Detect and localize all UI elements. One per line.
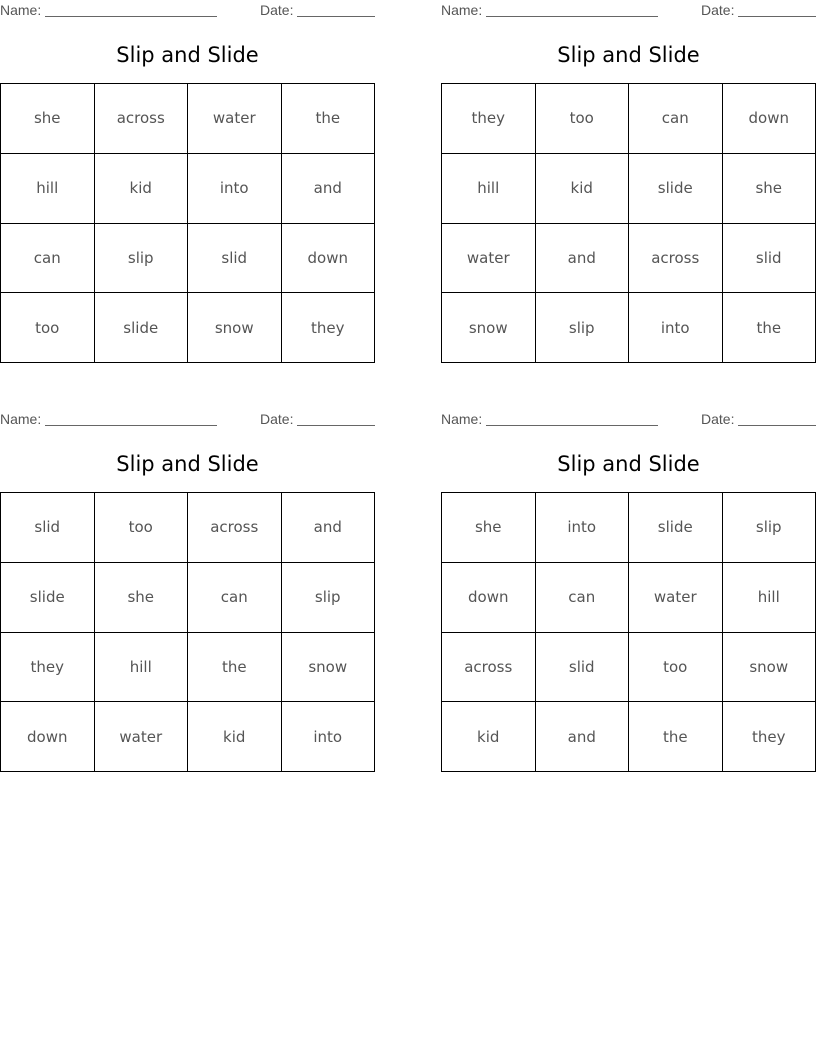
grid-cell: across [188,493,282,563]
card-header [441,409,816,429]
grid-cell: and [282,493,376,563]
name-label: Name: [441,411,483,427]
bingo-card-2 [441,0,816,374]
grid-cell: into [282,702,376,772]
grid-cell: hill [95,633,189,703]
grid-cell: snow [282,633,376,703]
grid-cell: slip [95,224,189,294]
date-line [297,16,375,17]
grid-cell: down [442,563,536,633]
date-line [738,425,816,426]
grid-cell: they [442,84,536,154]
date-label: Date: [701,411,735,427]
grid-cell: snow [442,293,536,363]
date-label: Date: [260,411,294,427]
grid-cell: can [1,224,95,294]
date-label: Date: [260,2,294,18]
grid-cell: into [188,154,282,224]
grid-cell: across [95,84,189,154]
grid-cell: hill [723,563,816,633]
card-header [0,409,375,429]
grid-cell: slip [536,293,630,363]
bingo-card-1 [0,0,375,374]
name-line [486,16,658,17]
grid-cell: can [188,563,282,633]
card-title: Slip and Slide [116,452,259,476]
grid-cell: water [629,563,723,633]
grid-cell: the [629,702,723,772]
grid-cell: across [629,224,723,294]
card-title: Slip and Slide [557,43,700,67]
card-header [441,0,816,20]
card-title: Slip and Slide [557,452,700,476]
grid-cell: and [536,702,630,772]
grid-cell: the [188,633,282,703]
grid-cell: slid [1,493,95,563]
grid-cell: water [188,84,282,154]
grid-cell: the [723,293,816,363]
grid-cell: they [723,702,816,772]
grid-cell: hill [442,154,536,224]
grid-cell: across [442,633,536,703]
grid-cell: into [629,293,723,363]
grid-cell: down [723,84,816,154]
grid-cell: water [95,702,189,772]
grid-cell: kid [95,154,189,224]
name-line [45,425,217,426]
grid-cell: can [536,563,630,633]
date-line [738,16,816,17]
grid-cell: can [629,84,723,154]
grid-cell: kid [442,702,536,772]
name-label: Name: [441,2,483,18]
grid-cell: they [282,293,376,363]
bingo-grid [441,492,816,772]
bingo-grid [441,83,816,363]
bingo-grid [0,492,375,772]
grid-cell: slid [536,633,630,703]
grid-cell: too [629,633,723,703]
card-header [0,0,375,20]
name-label: Name: [0,2,42,18]
grid-cell: water [442,224,536,294]
grid-cell: slide [1,563,95,633]
grid-cell: slide [629,493,723,563]
grid-cell: slip [282,563,376,633]
grid-cell: and [282,154,376,224]
name-label: Name: [0,411,42,427]
grid-cell: they [1,633,95,703]
bingo-card-3 [0,409,375,783]
grid-cell: kid [188,702,282,772]
grid-cell: she [95,563,189,633]
bingo-grid [0,83,375,363]
grid-cell: too [95,493,189,563]
grid-cell: kid [536,154,630,224]
grid-cell: the [282,84,376,154]
card-title: Slip and Slide [116,43,259,67]
name-line [486,425,658,426]
grid-cell: snow [723,633,816,703]
grid-cell: slide [95,293,189,363]
date-label: Date: [701,2,735,18]
grid-cell: slid [188,224,282,294]
grid-cell: she [442,493,536,563]
name-line [45,16,217,17]
grid-cell: slide [629,154,723,224]
bingo-card-4 [441,409,816,783]
grid-cell: she [1,84,95,154]
grid-cell: and [536,224,630,294]
grid-cell: too [1,293,95,363]
grid-cell: snow [188,293,282,363]
date-line [297,425,375,426]
grid-cell: into [536,493,630,563]
grid-cell: slid [723,224,816,294]
grid-cell: hill [1,154,95,224]
grid-cell: down [282,224,376,294]
grid-cell: down [1,702,95,772]
grid-cell: she [723,154,816,224]
grid-cell: too [536,84,630,154]
grid-cell: slip [723,493,816,563]
